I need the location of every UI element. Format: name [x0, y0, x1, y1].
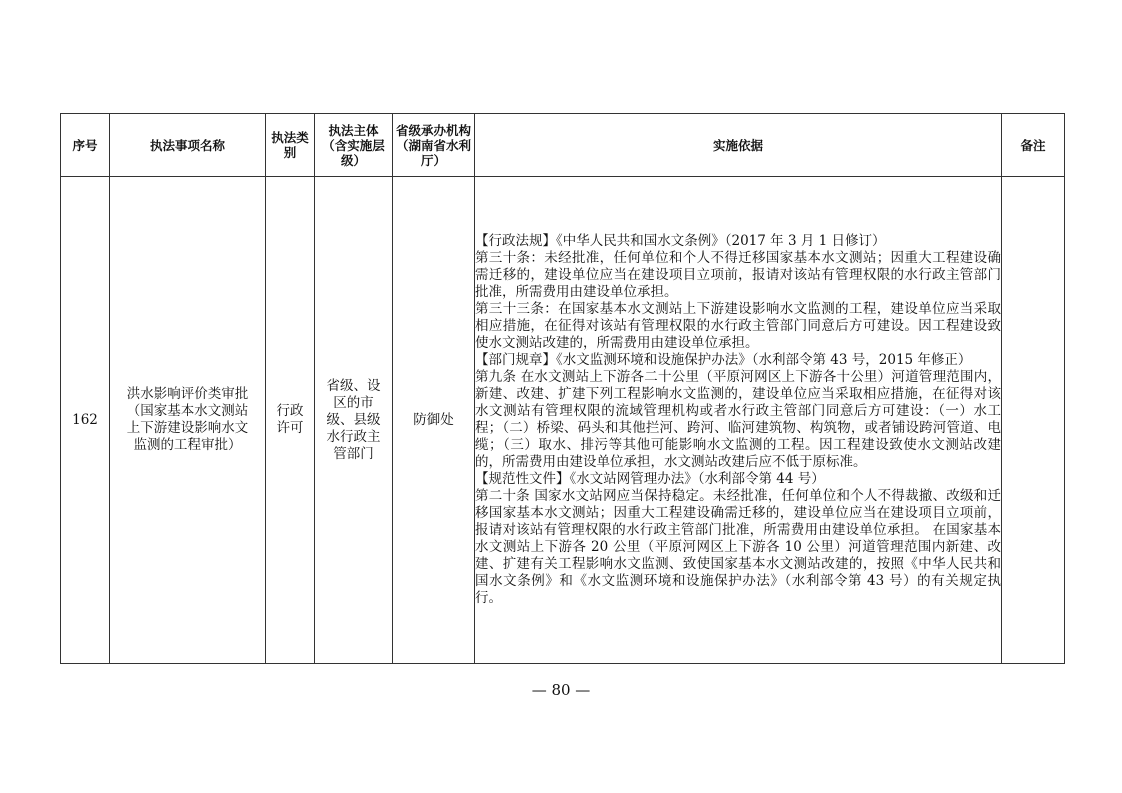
- basis-paragraph: 【规范性文件】《水文站网管理办法》（水利部令第 44 号）: [475, 471, 825, 487]
- header-subject: 执法主体（含实施层级）: [315, 114, 393, 177]
- basis-paragraph: 第三十条：未经批准，任何单位和个人不得迁移国家基本水文测站；因重大工程建设确需迁移的，建设单位应当在建设项目立项前，报请对该站有管理权限的水行政主管部门批准，所需费用由建设单位承担。: [475, 250, 1001, 300]
- cell-subject: 省级、设区的市级、县级水行政主管部门: [315, 177, 393, 664]
- cell-note: [1002, 177, 1065, 664]
- cell-basis: [475, 177, 1002, 664]
- enforcement-items-table: [60, 113, 1065, 664]
- table-row: [61, 177, 1065, 664]
- header-row: [61, 114, 1065, 177]
- header-seq: 序号: [61, 114, 110, 177]
- header-org: 省级承办机构（湖南省水利厅）: [393, 114, 475, 177]
- basis-paragraph: 第二十条 国家水文站网应当保持稳定。未经批准，任何单位和个人不得裁撤、改级和迁移国家基本水文测站；因重大工程建设确需迁移的，建设单位应当在建设项目立项前，报请对该站有管理权限的水行政主管部门批准，所需费用由建设单位承担。 在国家基本水文测站上下游各 20 公里（平原河网区上下游各 10 公里）河道管理范围内新建、改建、扩建有关工程影响水文监测、致使国家基本水文测站改建的，按照《中华人民共和国水文条例》和《水文监测环境和设施保护办法》（水利部令第 43 号）的有关规定执行。: [475, 488, 1001, 606]
- basis-paragraph: 第三十三条：在国家基本水文测站上下游建设影响水文监测的工程，建设单位应当采取相应措施，在征得对该站有管理权限的水行政主管部门同意后方可建设。因工程建设致使水文测站改建的，所需费用由建设单位承担。: [475, 301, 1001, 351]
- basis-paragraph: 【部门规章】《水文监测环境和设施保护办法》（水利部令第 43 号，2015 年修正）: [475, 352, 972, 368]
- cell-category: 行政许可: [266, 177, 315, 664]
- header-category: 执法类别: [266, 114, 315, 177]
- cell-seq: 162: [61, 177, 110, 664]
- page-number: — 80 —: [531, 681, 591, 699]
- header-note: 备注: [1002, 114, 1065, 177]
- basis-paragraph: 【行政法规】《中华人民共和国水文条例》（2017 年 3 月 1 日修订）: [475, 233, 886, 249]
- header-item-name: 执法事项名称: [110, 114, 266, 177]
- cell-org: 防御处: [393, 177, 475, 664]
- basis-paragraph: 第九条 在水文测站上下游各二十公里（平原河网区上下游各十公里）河道管理范围内，新建、改建、扩建下列工程影响水文监测的，建设单位应当采取相应措施，在征得对该水文测站有管理权限的流域管理机构或者水行政主管部门同意后方可建设：（一）水工程；（二）桥梁、码头和其他拦河、跨河、临河建筑物、构筑物，或者铺设跨河管道、电缆；（三）取水、排污等其他可能影响水文监测的工程。因工程建设致使水文测站改建的，所需费用由建设单位承担，水文测站改建后应不低于原标准。: [475, 369, 1001, 470]
- header-basis: 实施依据: [475, 114, 1002, 177]
- cell-item-name: 洪水影响评价类审批（国家基本水文测站上下游建设影响水文监测的工程审批）: [110, 177, 266, 664]
